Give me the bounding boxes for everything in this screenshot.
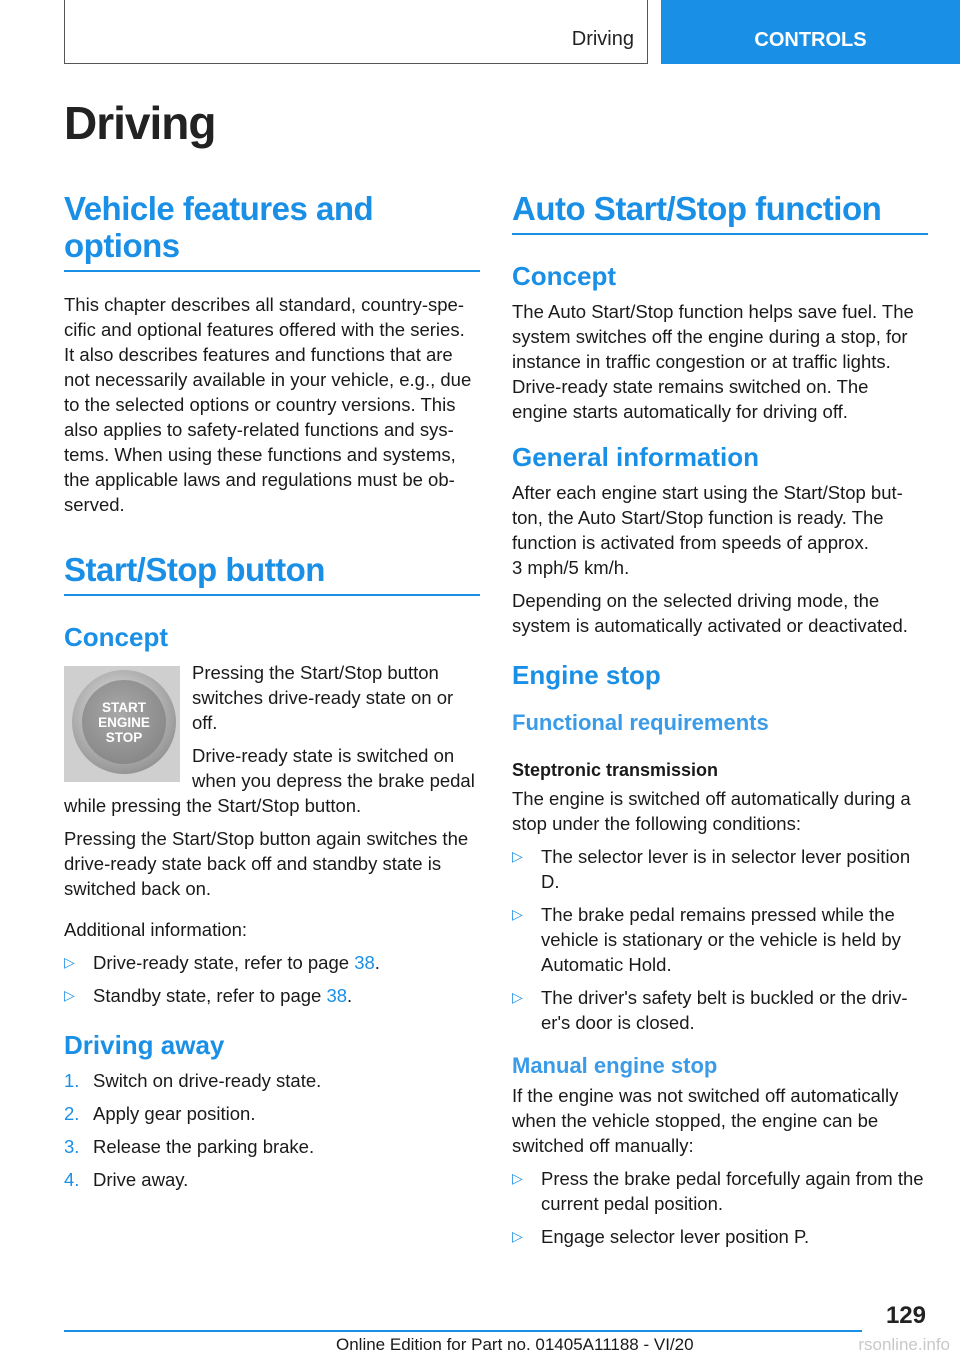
paragraph-general-2: Depending on the selected driving mode, the system is automatically activated or deactivated. <box>512 590 908 636</box>
step-number: 2. <box>64 1103 80 1124</box>
step-item <box>64 1068 480 1093</box>
paragraph-additional-info: Additional information: <box>64 919 248 940</box>
list-item-text: Standby state, refer to page <box>93 985 327 1006</box>
step-text: Apply gear position. <box>93 1103 256 1124</box>
list-item <box>512 844 928 894</box>
list-item-text: The brake pedal remains pressed while the vehicle is stationary or the vehicle is held by Automatic Hold. <box>541 904 901 975</box>
list-item-text: Press the brake pedal forcefully again from the current pedal position. <box>541 1168 924 1214</box>
paragraph-general-1: After each engine start using the Start/Stop but-ton, the Auto Start/Stop function is ready. The function is activated from speeds of approx. <box>512 482 903 553</box>
heading-general-info: General information <box>512 442 760 472</box>
list-item-text: The driver's safety belt is buckled or the driv-er's door is closed. <box>541 987 908 1033</box>
footer-edition: Online Edition for Part no. 01405A11188 - VI/20 <box>336 1335 694 1354</box>
list-item <box>64 950 480 975</box>
paragraph-auto-concept: The Auto Start/Stop function helps save fuel. The system switches off the engine during a stop, for instance in traffic congestion or at traffic lights. Drive-ready state remains switched on. The engine starts automatically for driving off. <box>512 301 914 422</box>
page-number: 129 <box>885 1302 926 1329</box>
triangle-right-icon: ▷ <box>64 987 75 1003</box>
step-number: 4. <box>64 1169 80 1190</box>
left-column <box>64 190 480 1200</box>
step-text: Drive away. <box>93 1169 189 1190</box>
triangle-right-icon: ▷ <box>512 1228 523 1244</box>
step-number: 3. <box>64 1136 80 1157</box>
start-stop-button-image <box>64 666 180 782</box>
footer-watermark: rsonline.info <box>858 1335 950 1354</box>
heading-start-stop-button: Start/Stop button <box>64 551 480 596</box>
figure-line-stop: STOP <box>105 729 143 745</box>
heading-engine-stop: Engine stop <box>512 660 661 690</box>
header-section-label: Driving <box>571 28 634 50</box>
header-section-box <box>64 0 648 64</box>
paragraph-general-1b: 3 mph/5 km/h. <box>512 557 630 578</box>
figure-line-start: START <box>102 699 146 715</box>
triangle-right-icon: ▷ <box>512 906 523 922</box>
page-link[interactable]: 38 <box>326 985 348 1006</box>
list-item-end: . <box>347 985 353 1006</box>
triangle-right-icon: ▷ <box>512 1170 523 1186</box>
list-item-text: The selector lever is in selector lever position D. <box>541 846 911 892</box>
chapter-label: CONTROLS <box>754 29 867 51</box>
step-item <box>64 1101 480 1126</box>
list-item <box>512 1224 928 1249</box>
step-text: Release the parking brake. <box>93 1136 315 1157</box>
header-chapter-tab[interactable] <box>661 0 960 64</box>
list-item <box>64 983 480 1008</box>
right-column <box>512 190 928 1257</box>
list-item <box>512 1166 928 1216</box>
paragraph-manual: If the engine was not switched off automatically when the vehicle stopped, the engine can be switched off manually: <box>512 1085 899 1156</box>
paragraph-features: This chapter describes all standard, country-spe-cific and optional features offered with the series. It also describes features and functions that are not necessarily available in your vehicle, e.g., due to the selected options or country versions. This also applies to safety-related functions and sys-tems. When using these functions and systems, the applicable laws and regulations must be ob-served. <box>64 294 472 515</box>
triangle-right-icon: ▷ <box>64 954 75 970</box>
manual-stop-list <box>512 1166 928 1249</box>
list-item-end: . <box>374 952 380 973</box>
list-item-text: Engage selector lever position P. <box>541 1226 810 1247</box>
page-link[interactable]: 38 <box>354 952 375 973</box>
heading-auto-start-stop: Auto Start/Stop function <box>512 190 928 235</box>
driving-away-steps <box>64 1068 480 1192</box>
heading-vehicle-features: Vehicle features and options <box>64 190 480 272</box>
heading-manual-engine-stop: Manual engine stop <box>512 1053 718 1078</box>
list-item <box>512 985 928 1035</box>
footer-rule <box>64 1330 862 1332</box>
triangle-right-icon: ▷ <box>512 989 523 1005</box>
paragraph-steptronic: The engine is switched off automatically during a stop under the following conditions: <box>512 788 911 834</box>
step-item <box>64 1134 480 1159</box>
paragraph-concept-3: Pressing the Start/Stop button again switches the drive-ready state back off and standby state is switched back on. <box>64 828 469 899</box>
heading-driving-away: Driving away <box>64 1030 225 1060</box>
paragraph-concept-2: Drive-ready state is switched on when you depress the brake pedal while pressing the Start/Stop button. <box>64 745 475 816</box>
heading-concept-right: Concept <box>512 261 616 291</box>
step-number: 1. <box>64 1070 80 1091</box>
figure-line-engine: ENGINE <box>98 714 150 730</box>
step-item <box>64 1167 480 1192</box>
step-text: Switch on drive-ready state. <box>93 1070 322 1091</box>
additional-info-list <box>64 950 480 1008</box>
heading-concept: Concept <box>64 622 168 652</box>
heading-steptronic: Steptronic transmission <box>512 760 719 780</box>
page-title: Driving <box>64 97 216 149</box>
heading-functional-requirements: Functional requirements <box>512 710 769 735</box>
conditions-list <box>512 844 928 1035</box>
triangle-right-icon: ▷ <box>512 848 523 864</box>
list-item <box>512 902 928 977</box>
paragraph-concept-1: Pressing the Start/Stop button switches drive-ready state on or off. <box>192 662 454 733</box>
button-face <box>82 680 166 764</box>
list-item-text: Drive-ready state, refer to page <box>93 952 355 973</box>
